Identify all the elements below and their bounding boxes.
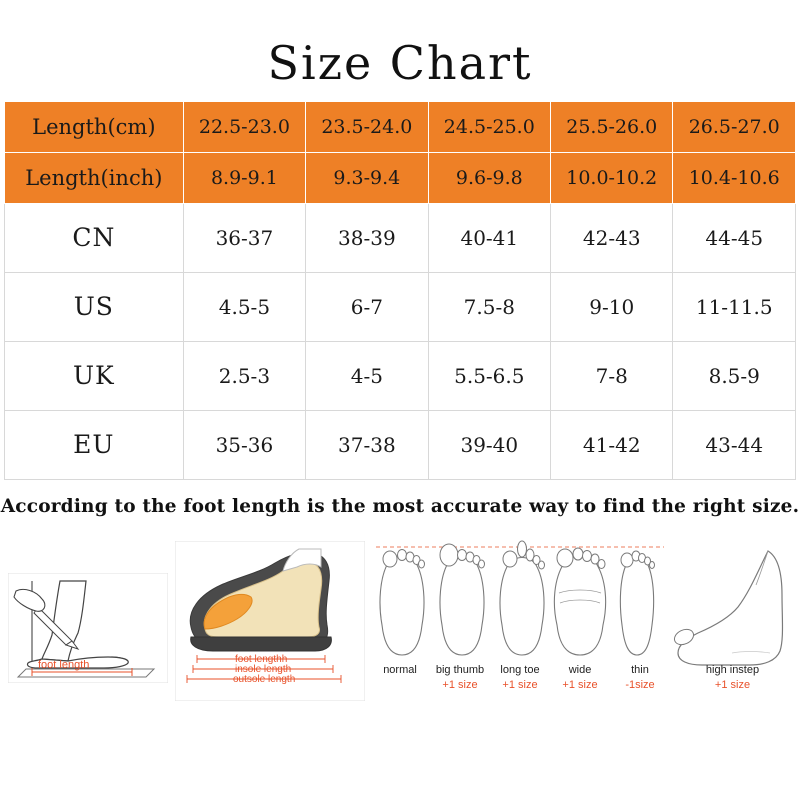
insole-length-dimension-label: insole length [235,663,292,675]
table-cell: 40-41 [428,203,550,272]
size-chart-table-wrap [0,101,800,480]
table-cell: 38-39 [306,203,428,272]
table-cell: 9-10 [551,272,673,341]
table-row [5,272,796,341]
row-label: US [5,272,184,341]
foot-type-name: wide [568,663,592,676]
table-row [5,203,796,272]
table-cell: 26.5-27.0 [673,101,796,152]
table-cell: 10.0-10.2 [551,152,673,203]
row-label: UK [5,341,184,410]
foot-type-long-toe [490,663,550,693]
table-cell: 7-8 [551,341,673,410]
table-cell: 41-42 [551,410,673,479]
table-cell: 43-44 [673,410,796,479]
foot-length-dimension-label: foot lengthh [235,653,288,665]
table-cell: 39-40 [428,410,550,479]
foot-shape-wide [554,548,605,655]
table-cell: 7.5-8 [428,272,550,341]
foot-type-delta: +1 size [714,678,751,691]
table-cell: 9.6-9.8 [428,152,550,203]
table-cell: 23.5-24.0 [306,101,428,152]
table-row [5,152,796,203]
row-label: Length(inch) [5,152,184,203]
foot-type-name: long toe [500,663,540,676]
foot-type-wide [550,663,610,693]
foot-length-caption: foot length [38,658,90,671]
table-cell: 5.5-6.5 [428,341,550,410]
foot-type-thin [610,663,670,693]
page-title: Size Chart [267,36,533,90]
table-cell: 42-43 [551,203,673,272]
shoe-cross-section-illustration [175,541,365,701]
table-cell: 36-37 [183,203,305,272]
table-cell: 8.9-9.1 [183,152,305,203]
table-cell: 44-45 [673,203,796,272]
table-cell: 2.5-3 [183,341,305,410]
table-cell: 24.5-25.0 [428,101,550,152]
measurement-note: According to the foot length is the most accurate way to find the right size. [0,495,800,517]
row-label: EU [5,410,184,479]
foot-shape-thin [620,551,654,655]
foot-type-delta: +1 size [562,678,598,691]
foot-measure-illustration [8,573,168,683]
table-row [5,101,796,152]
row-label: Length(cm) [5,101,184,152]
table-cell: 11-11.5 [673,272,796,341]
foot-shape-normal [380,549,425,655]
row-label: CN [5,203,184,272]
table-cell: 4-5 [306,341,428,410]
table-cell: 9.3-9.4 [306,152,428,203]
table-cell: 6-7 [306,272,428,341]
foot-type-name: thin [631,663,649,676]
illustrations-row [0,523,800,738]
table-cell: 37-38 [306,410,428,479]
table-cell: 8.5-9 [673,341,796,410]
table-cell: 25.5-26.0 [551,101,673,152]
foot-type-big-thumb [430,663,490,693]
foot-type-delta: +1 size [442,678,478,691]
table-cell: 10.4-10.6 [673,152,796,203]
foot-shape-long-toe [500,541,545,655]
table-cell: 4.5-5 [183,272,305,341]
size-chart-table [4,101,796,480]
foot-type-name: normal [383,663,417,676]
table-cell: 35-36 [183,410,305,479]
foot-shape-big-thumb [440,544,485,655]
foot-type-name: high instep [705,663,760,676]
foot-shape-labels [370,663,670,693]
foot-type-normal [370,663,430,693]
foot-type-delta: +1 size [502,678,538,691]
table-cell: 22.5-23.0 [183,101,305,152]
outsole-length-dimension-label: outsole length [233,673,296,685]
table-row [5,410,796,479]
foot-type-delta: -1size [625,678,655,691]
foot-type-name: big thumb [435,663,485,676]
table-row [5,341,796,410]
high-instep-labels [665,663,800,693]
